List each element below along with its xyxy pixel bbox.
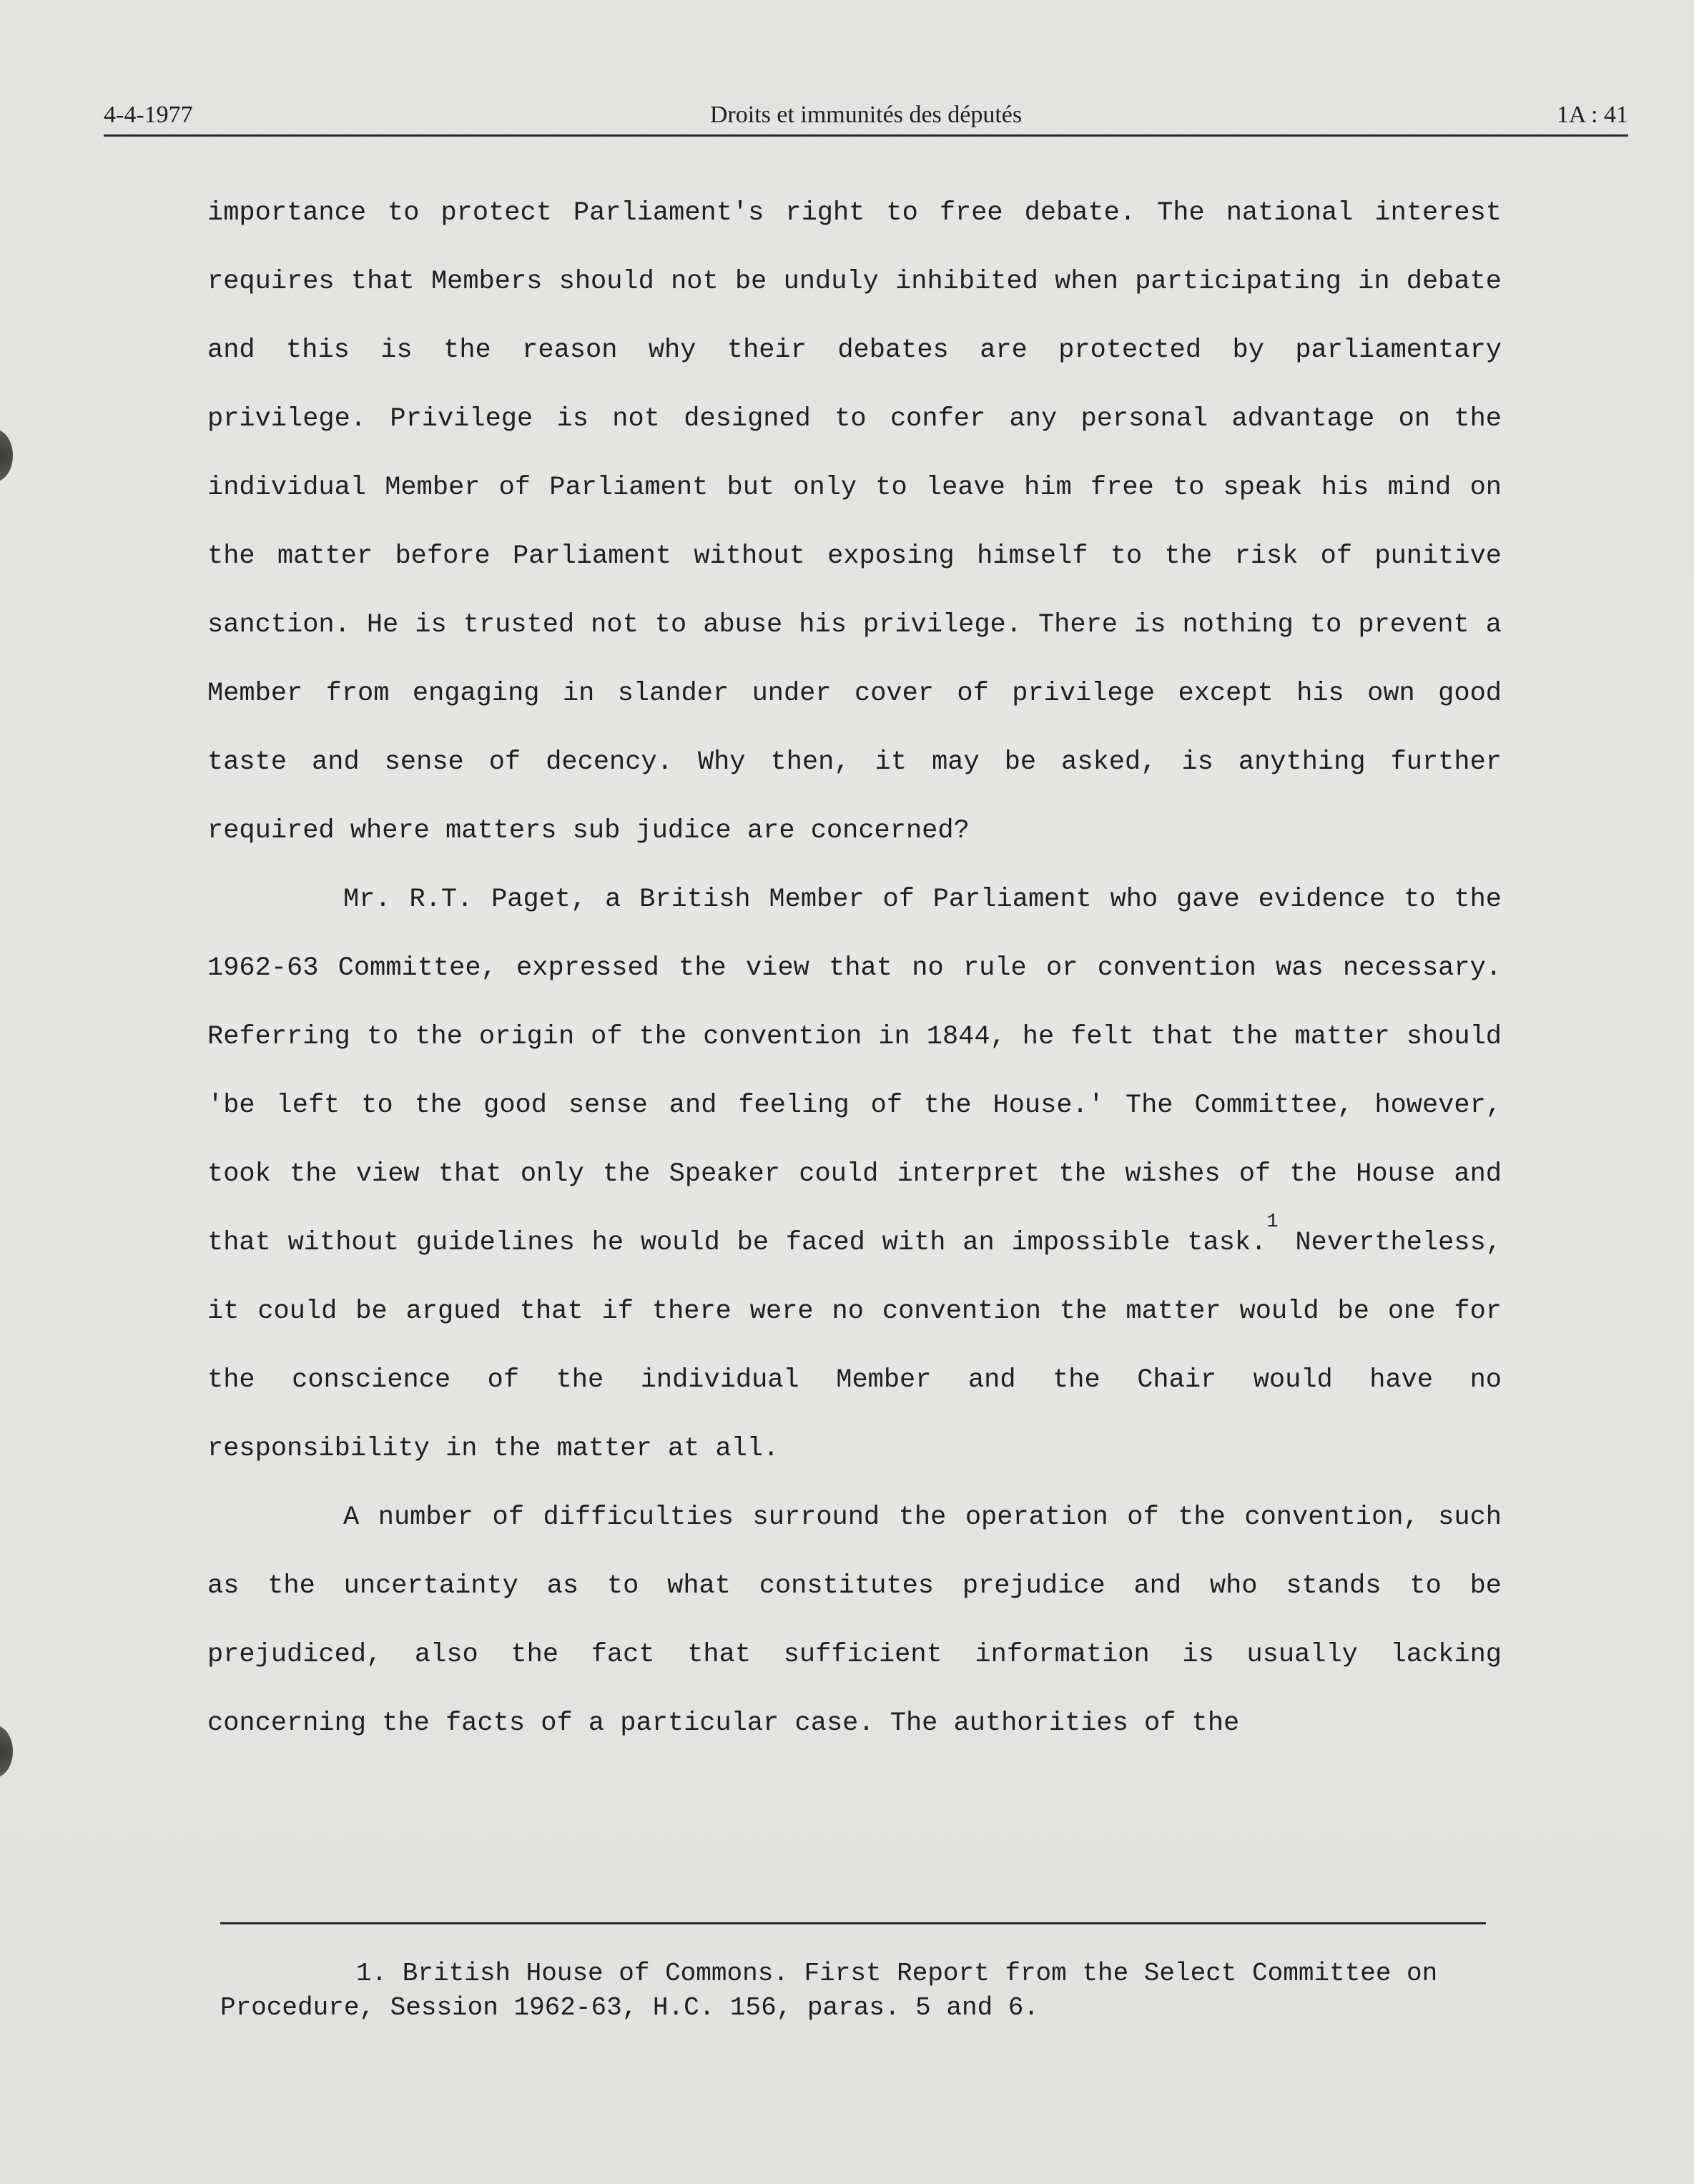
header-page-number: 1A : 41 [1556, 102, 1628, 128]
binder-hole [0, 1725, 13, 1778]
body-text [207, 179, 1502, 1758]
footnote: 1. British House of Commons. First Report from the Select Committee on Procedure, Session 1962-63, H.C. 156, paras. 5 and 6. [220, 1959, 1438, 2022]
paragraph: A number of difficulties surround the operation of the convention, such as the uncertainty as to what constitutes prejudice and who stands to be prejudiced, also the fact that sufficient information is usually lacking concerning the facts of a particular case. The authorities of the [207, 1502, 1502, 1738]
binder-hole [0, 429, 13, 482]
header-date: 4-4-1977 [104, 102, 193, 128]
footnote-marker: 1 [1266, 1211, 1279, 1233]
page-header [104, 99, 1628, 137]
paragraph-text: Mr. R.T. Paget, a British Member of Parliament who gave evidence to the 1962-63 Committee, expressed the view that no rule or convention was necessary. Referring to the origin of the convention in 1844, he felt that the matter should 'be left to the good sense and feeling of the House.' The Committee, however, took the view that only the Speaker could interpret the wishes of the House and that without guidelines he would be faced with an impossible task. [207, 885, 1502, 1258]
paragraph-text: Nevertheless, it could be argued that if there were no convention the matter would be one for the conscience of the individual Member and the Chair would have no responsibility in the matter at all. [207, 1228, 1502, 1464]
paragraph [207, 865, 1502, 1483]
paragraph: importance to protect Parliament's right to free debate. The national interest requires that Members should not be unduly inhibited when participating in debate and this is the reason why their debates are protected by parliamentary privilege. Privilege is not designed to confer any personal advantage on the individual Member of Parliament but only to leave him free to speak his mind on the matter before Parliament without exposing himself to the risk of punitive sanction. He is trusted not to abuse his privilege. There is nothing to prevent a Member from engaging in slander under cover of privilege except his own good taste and sense of decency. Why then, it may be asked, is anything further required where matters sub judice are concerned? [207, 198, 1502, 846]
header-title: Droits et immunités des députés [709, 102, 1023, 128]
footnote-divider [220, 1922, 1486, 1924]
